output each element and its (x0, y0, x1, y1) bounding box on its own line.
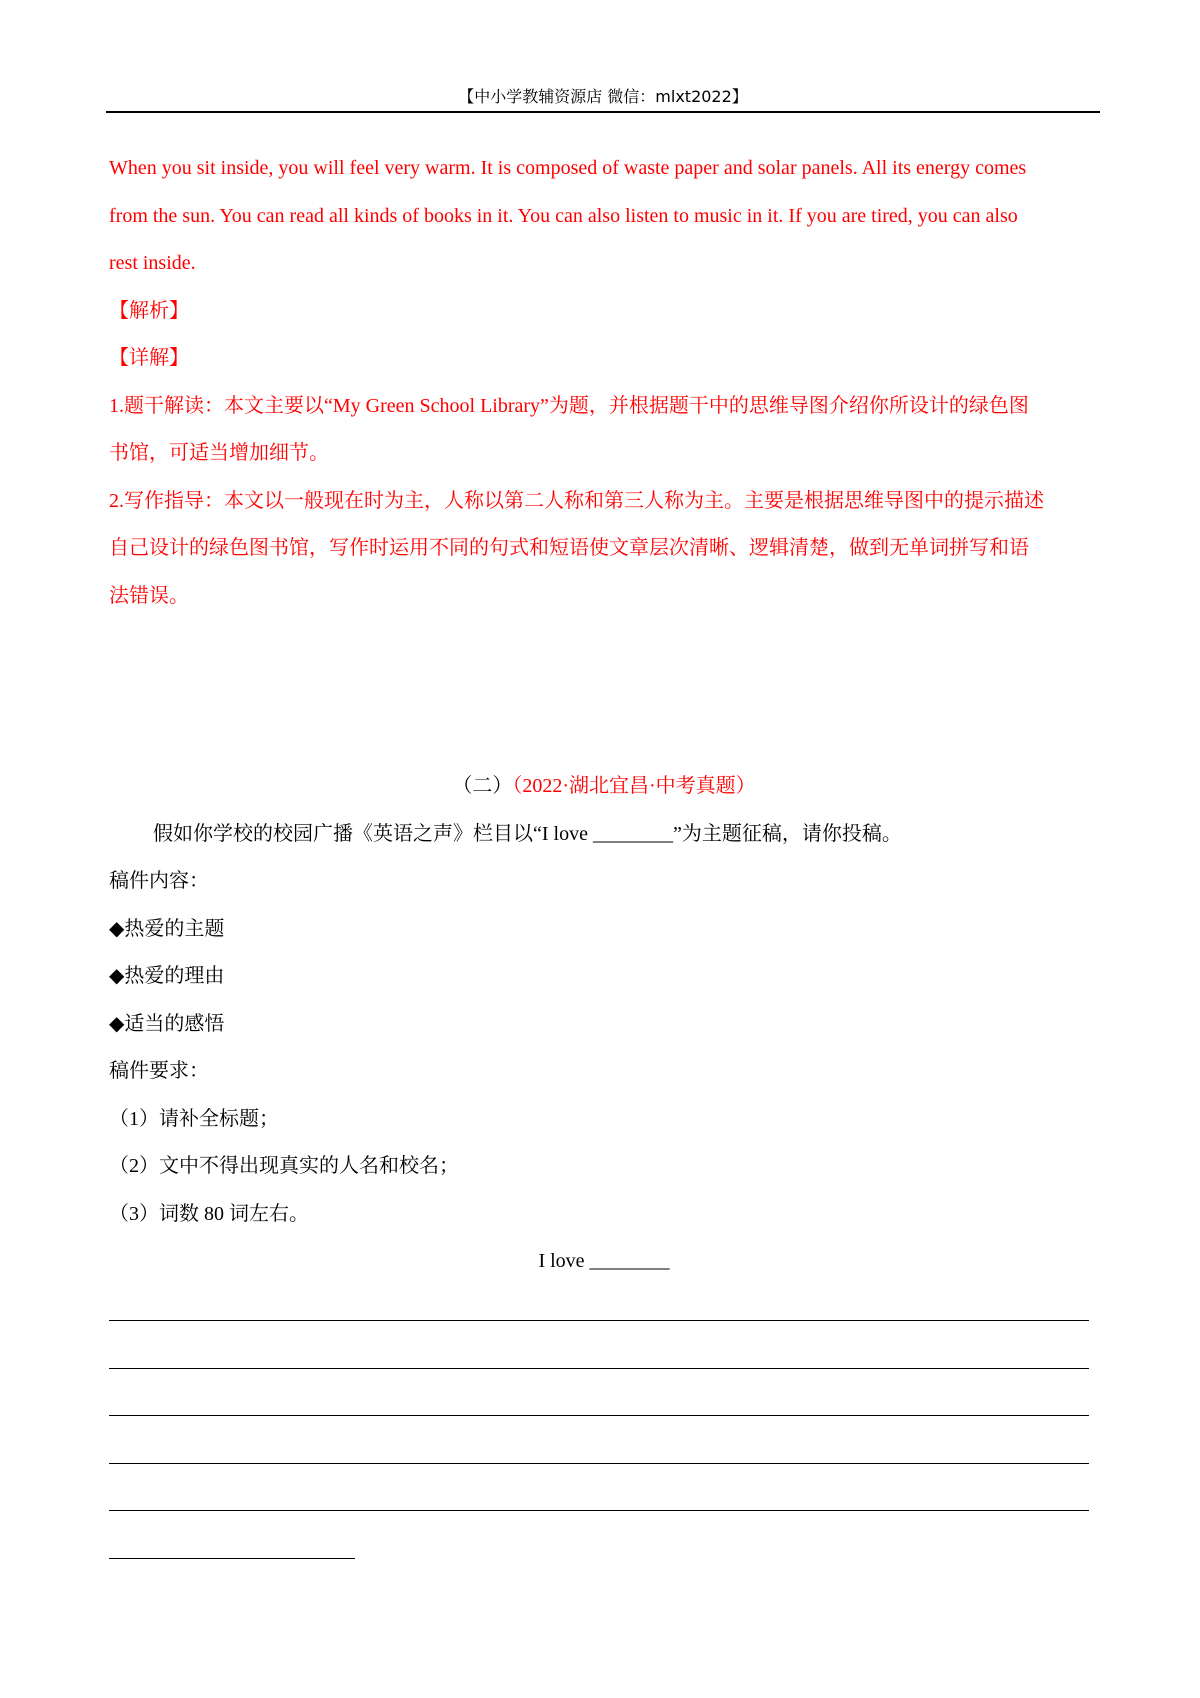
answer-line-2: from the sun. You can read all kinds of books in it. You can also listen to music in it. If you are tired, you can also (109, 204, 1018, 227)
requirements-label: 稿件要求： (109, 1060, 209, 1082)
content-item-1: ◆热爱的主题 (109, 917, 225, 940)
analysis-line-2: 书馆，可适当增加细节。 (109, 442, 329, 464)
writing-line-3 (109, 1381, 1099, 1429)
xiangjie-label: 【详解】 (109, 347, 189, 369)
page-content (109, 145, 1099, 1571)
requirement-1: （1）请补全标题； (109, 1107, 279, 1130)
section-spacer (109, 620, 1099, 763)
question-title (109, 763, 1099, 811)
answer-line-3: rest inside. (109, 252, 196, 274)
writing-line-5 (109, 1476, 1099, 1524)
analysis-line-1: 1.题干解读：本文主要以“My Green School Library”为题，并根据题干中的思维导图介绍你所设计的绿色图 (109, 394, 1029, 417)
content-label: 稿件内容： (109, 870, 209, 892)
writing-line-6 (109, 1523, 1099, 1571)
question-prompt: 假如你学校的校园广播《英语之声》栏目以“I love ________”为主题征稿，请你投稿。 (153, 822, 902, 845)
question-source: （2022·湖北宜昌·中考真题） (512, 775, 756, 797)
answer-line-1: When you sit inside, you will feel very warm. It is composed of waste paper and solar panels. All its energy comes (109, 157, 1027, 179)
requirement-2: （2）文中不得出现真实的人名和校名； (109, 1155, 459, 1177)
question-number: （二） (452, 775, 513, 797)
writing-line-2 (109, 1333, 1099, 1381)
analysis-line-4: 自己设计的绿色图书馆，写作时运用不同的句式和短语使文章层次清晰、逻辑清楚，做到无单词拼写和语 (109, 537, 1029, 559)
analysis-line-3: 2.写作指导：本文以一般现在时为主，人称以第二人称和第三人称为主。主要是根据思维导图中的提示描述 (109, 489, 1044, 512)
writing-line-4 (109, 1428, 1099, 1476)
content-item-3: ◆适当的感悟 (109, 1012, 225, 1035)
essay-title: I love ________ (538, 1250, 670, 1272)
jiexi-label: 【解析】 (109, 299, 189, 322)
page-header: 【中小学教辅资源店 微信：mlxt2022】 (106, 83, 1100, 113)
analysis-line-5: 法错误。 (109, 584, 189, 607)
content-item-2: ◆热爱的理由 (109, 965, 225, 987)
writing-line-1 (109, 1286, 1099, 1334)
requirement-3: （3）词数 80 词左右。 (109, 1202, 309, 1225)
